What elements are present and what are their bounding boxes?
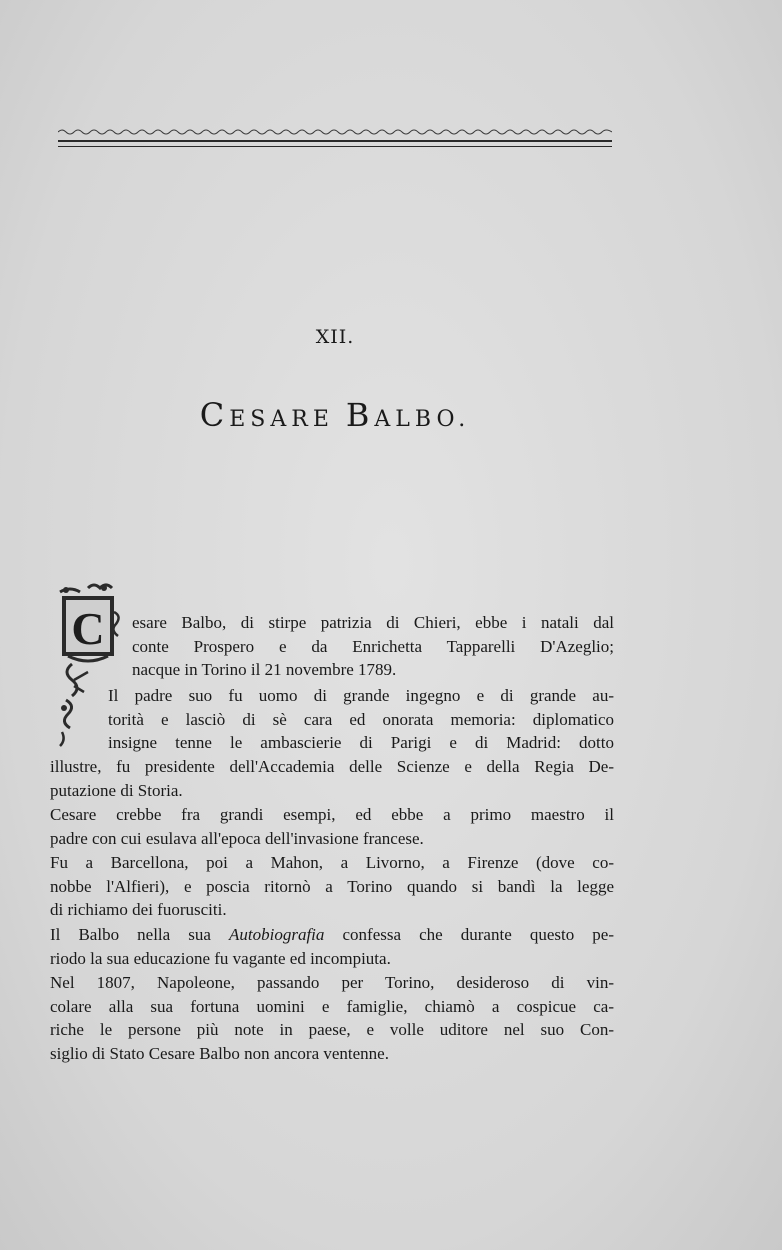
chapter-number: XII. — [315, 326, 355, 348]
p3-line-1: Cesare crebbe fra grandi esempi, ed ebbe a primo maestro il — [50, 805, 614, 824]
header-rule-thin — [58, 146, 612, 147]
paragraph-4 — [50, 851, 614, 922]
p5-suffix: confessa che durante questo pe- — [324, 925, 614, 944]
chapter-title — [0, 396, 670, 434]
p1-line-3: nacque in Torino il 21 novembre 1789. — [132, 660, 397, 680]
p2-line-4: illustre, fu presidente dell'Accademia delle Scienze e della Regia De- — [50, 757, 614, 776]
p6-line-4: siglio di Stato Cesare Balbo non ancora ventenne. — [50, 1043, 389, 1063]
paragraph-1 — [132, 611, 614, 682]
p6-line-1: Nel 1807, Napoleone, passando per Torino, desideroso di vin- — [50, 973, 614, 992]
title-initial-b: B — [345, 396, 375, 434]
p4-line-3: di richiamo dei fuorusciti. — [50, 900, 227, 920]
p2-line-5: putazione di Storia. — [50, 780, 183, 800]
title-initial-c: C — [199, 396, 230, 434]
header-rule-wavy — [58, 128, 612, 136]
p4-line-2: nobbe l'Alfieri), e poscia ritornò a Torino quando si bandì la legge — [50, 876, 614, 896]
paragraph-5 — [50, 923, 614, 970]
title-part-1: ESARE — [229, 407, 346, 432]
p2-line-1: Il padre suo fu uomo di grande ingegno e di grande au- — [108, 686, 614, 705]
p6-line-3: riche le persone più note in paese, e volle uditore nel suo Con- — [50, 1020, 614, 1040]
paragraph-3 — [50, 803, 614, 850]
p5-italic-title: Autobiografia — [229, 925, 325, 944]
p5-prefix: Il Balbo nella sua — [50, 925, 230, 944]
initial-letter: C — [71, 603, 105, 654]
p6-line-2: colare alla sua fortuna uomini e famiglie, chiamò a cospicue ca- — [50, 996, 614, 1016]
p5-line-2: riodo la sua educazione fu vagante ed incompiuta. — [50, 948, 391, 968]
p2-line-3: insigne tenne le ambascierie di Parigi e di Madrid: dotto — [108, 733, 614, 753]
p1-line-2: conte Prospero e da Enrichetta Tapparelli D'Azeglio; — [132, 636, 614, 656]
title-part-2: ALBO. — [374, 407, 471, 432]
p4-line-1: Fu a Barcellona, poi a Mahon, a Livorno, a Firenze (dove co- — [50, 853, 614, 872]
p2-line-2: torità e lasciò di sè cara ed onorata memoria: diplomatico — [108, 709, 614, 729]
p5-line-1 — [50, 923, 614, 947]
header-rule-thick — [58, 140, 612, 142]
p3-line-2: padre con cui esulava all'epoca dell'invasione francese. — [50, 828, 424, 848]
paragraph-2-full — [50, 755, 614, 802]
paragraph-2-indented — [108, 684, 614, 755]
paragraph-6 — [50, 971, 614, 1065]
p1-line-1: esare Balbo, di stirpe patrizia di Chieri, ebbe i natali dal — [132, 613, 614, 632]
